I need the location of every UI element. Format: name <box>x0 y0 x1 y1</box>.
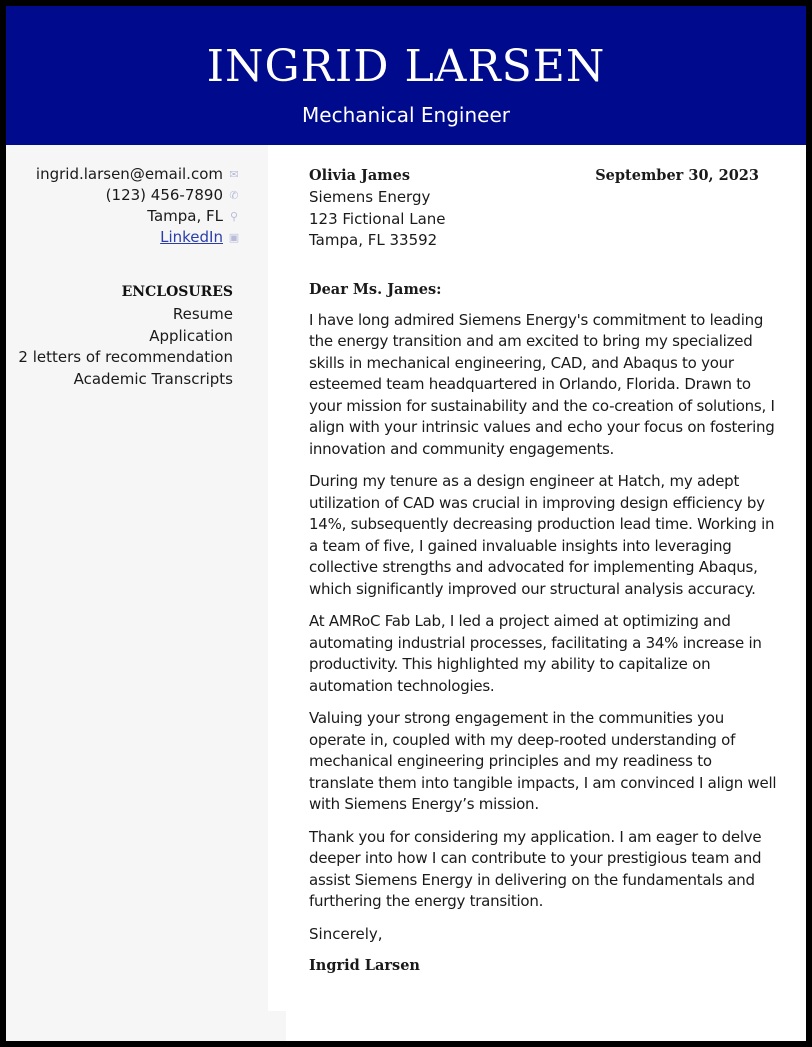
contact-phone <box>6 185 241 206</box>
letter-paragraph: During my tenure as a design engineer at Hatch, my adept utilization of CAD was crucial in improving design efficiency by 14%, subsequently decreasing production lead time. Working in a team of five, I gained invaluable insights into leveraging collective strengths and advocated for implementing Abaqus, which significantly improved our structural analysis accuracy. <box>309 472 775 598</box>
recipient-address-line2: Tampa, FL 33592 <box>309 231 438 249</box>
phone-icon: ✆ <box>229 189 239 202</box>
phone-text: (123) 456-7890 <box>105 186 223 204</box>
enclosures-section <box>6 282 233 390</box>
enclosure-item: Resume <box>172 305 233 323</box>
header-banner <box>6 6 806 145</box>
closing: Sincerely, <box>309 924 383 943</box>
enclosures-heading: ENCLOSURES <box>121 284 233 300</box>
recipient-address-line1: 123 Fictional Lane <box>309 209 446 228</box>
applicant-name: INGRID LARSEN <box>206 41 606 92</box>
enclosure-item: 2 letters of recommendation <box>18 348 233 366</box>
enclosure-item: Academic Transcripts <box>73 369 233 388</box>
letter-paragraph: I have long admired Siemens Energy's commitment to leading the energy transition and am excited to bring my specialized skills in mechanical engineering, CAD, and Abaqus to your esteemed team headquartered in Orlando, Florida. Drawn to your mission for sustainability and the co-creation of solutions, I align with your intrinsic values and echo your focus on fostering innovation and community engagements. <box>309 310 775 458</box>
contact-location <box>6 206 241 227</box>
recipient-name: Olivia James <box>309 167 411 184</box>
sidebar-divider <box>268 145 286 1011</box>
letter-paragraph: At AMRoC Fab Lab, I led a project aimed at optimizing and automating industrial processes, facilitating a 34% increase in productivity. This highlighted my ability to capitalize on automation technologies. <box>309 612 762 695</box>
cover-letter-page <box>6 6 806 1041</box>
recipient-company: Siemens Energy <box>309 188 431 206</box>
contact-info <box>6 164 241 248</box>
location-text: Tampa, FL <box>147 207 223 225</box>
contact-linkedin <box>6 227 241 248</box>
letter-top-row <box>309 165 779 187</box>
letter-date: September 30, 2023 <box>595 167 759 184</box>
linkedin-icon: ▣ <box>228 231 240 244</box>
letter-paragraph: Thank you for considering my application. I am eager to delve deeper into how I can contribute to your prestigious team and assist Siemens Energy in delivering on the fundamentals and furthering the energy transition. <box>309 827 762 910</box>
enclosure-item: Application <box>149 326 233 345</box>
letter-paragraph: Valuing your strong engagement in the communities you operate in, coupled with my deep-rooted understanding of mechanical engineering principles and my readiness to translate them into tangible impacts, I am convinced I align well with Siemens Energy’s mission. <box>309 709 777 813</box>
letter-body <box>309 165 779 977</box>
envelope-icon: ✉ <box>229 168 239 181</box>
location-pin-icon: ⚲ <box>229 210 239 223</box>
salutation: Dear Ms. James: <box>309 280 442 298</box>
sidebar <box>6 145 286 1041</box>
linkedin-link[interactable]: LinkedIn <box>160 228 223 246</box>
signature: Ingrid Larsen <box>309 957 420 974</box>
job-title: Mechanical Engineer <box>302 103 510 127</box>
email-text: ingrid.larsen@email.com <box>35 165 223 183</box>
contact-email <box>6 164 241 185</box>
